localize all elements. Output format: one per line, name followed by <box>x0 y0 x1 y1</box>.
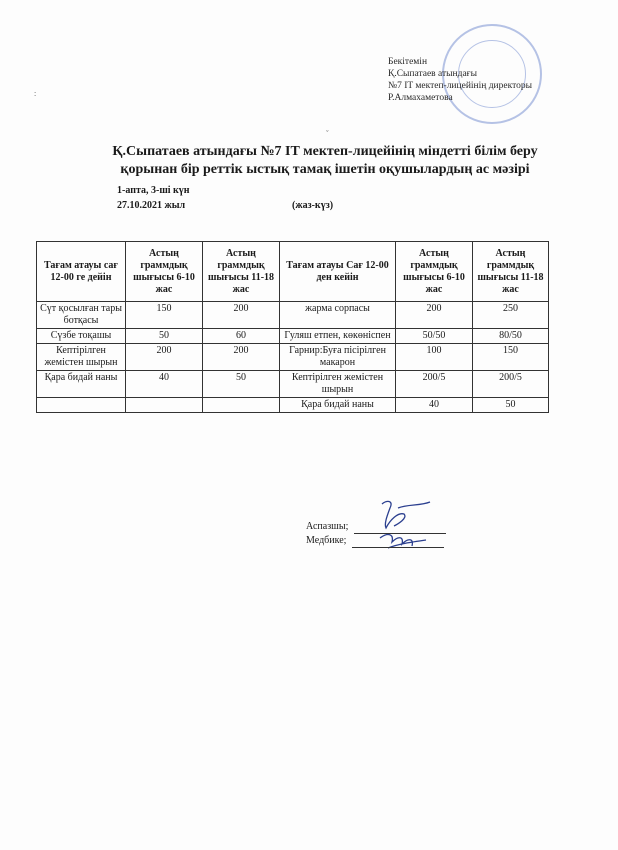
cook-signature-row <box>306 520 446 534</box>
approval-director-name: Р.Алмахаметова <box>388 93 453 103</box>
table-cell: 200/5 <box>473 371 549 398</box>
table-cell: 50 <box>126 329 203 344</box>
table-cell <box>37 398 126 413</box>
header-grams-11-18: Астың граммдық шығысы 11-18 жас <box>203 242 280 302</box>
header-grams-11-18: Астың граммдық шығысы 11-18 жас <box>473 242 549 302</box>
approval-line-4 <box>388 92 588 104</box>
table-cell: 50 <box>473 398 549 413</box>
menu-title <box>60 143 590 179</box>
table-cell: Сүзбе тоқашы <box>37 329 126 344</box>
table-cell: 50 <box>203 371 280 398</box>
season-label: (жаз-күз) <box>292 200 334 211</box>
header-grams-6-10: Астың граммдық шығысы 6-10 жас <box>396 242 473 302</box>
table-row <box>37 344 549 371</box>
nurse-label: Медбике; <box>306 535 347 546</box>
table-row <box>37 398 549 413</box>
table-cell: 200/5 <box>396 371 473 398</box>
cook-signature-line <box>354 522 446 534</box>
header-dish-before-noon: Тағам атауы сағ 12-00 ге дейін <box>37 242 126 302</box>
table-cell: 200 <box>203 344 280 371</box>
scan-speck: ˇ <box>326 129 329 138</box>
table-cell: 200 <box>396 302 473 329</box>
table-row <box>37 329 549 344</box>
table-cell: 150 <box>473 344 549 371</box>
table-cell: Гуляш етпен, көкөніспен <box>280 329 396 344</box>
nurse-signature-line <box>352 536 444 548</box>
table-cell <box>126 398 203 413</box>
table-cell: жарма сорпасы <box>280 302 396 329</box>
scan-speck: : <box>34 89 37 98</box>
signature-block <box>306 520 446 548</box>
table-cell: 100 <box>396 344 473 371</box>
table-cell <box>203 398 280 413</box>
table-cell: 250 <box>473 302 549 329</box>
table-cell: Қара бидай наны <box>37 371 126 398</box>
table-row <box>37 371 549 398</box>
approval-line-3: №7 IT мектеп-лицейінің директоры <box>388 81 533 91</box>
menu-date: 27.10.2021 жыл <box>117 200 186 211</box>
table-cell: Қара бидай наны <box>280 398 396 413</box>
table-cell: 200 <box>203 302 280 329</box>
table-cell: 150 <box>126 302 203 329</box>
approval-block <box>388 56 588 104</box>
table-cell: Кептірілген жемістен шырын <box>280 371 396 398</box>
header-grams-6-10: Астың граммдық шығысы 6-10 жас <box>126 242 203 302</box>
title-line-1: Қ.Сыпатаев атындағы №7 IT мектеп-лицейінің міндетті білім беру <box>112 144 538 159</box>
table-cell: 40 <box>126 371 203 398</box>
table-cell: Гарнир:Буға пісірілген макарон <box>280 344 396 371</box>
nurse-signature-row <box>306 534 446 548</box>
table-header-row <box>37 242 549 302</box>
title-line-2: қорынан бір реттік ыстық тамақ ішетін оқушылардың ас мәзірі <box>120 162 530 177</box>
menu-table <box>36 241 549 413</box>
table-cell: 200 <box>126 344 203 371</box>
table-cell: Кептірілген жемістен шырын <box>37 344 126 371</box>
approval-line-1: Бекітемін <box>388 57 428 67</box>
table-cell: 60 <box>203 329 280 344</box>
table-cell: Сүт қосылған тары ботқасы <box>37 302 126 329</box>
table-cell: 80/50 <box>473 329 549 344</box>
table-row <box>37 302 549 329</box>
table-cell: 50/50 <box>396 329 473 344</box>
approval-line-2: Қ.Сыпатаев атындағы <box>388 69 477 79</box>
header-dish-after-noon: Тағам атауы Сағ 12-00 ден кейін <box>280 242 396 302</box>
cook-label: Аспазшы; <box>306 521 349 532</box>
week-day: 1-апта, 3-ші күн <box>117 185 190 196</box>
table-cell: 40 <box>396 398 473 413</box>
